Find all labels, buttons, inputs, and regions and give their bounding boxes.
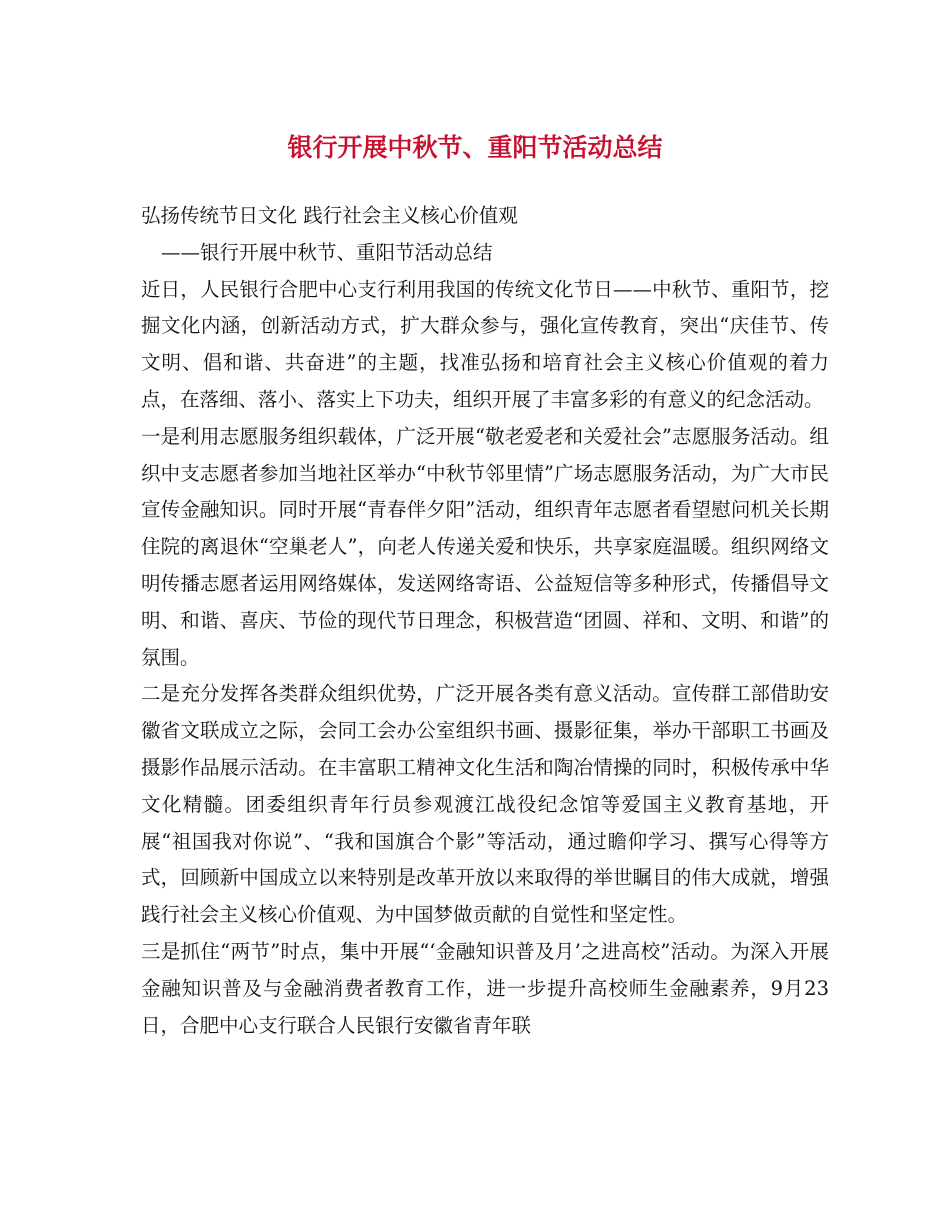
paragraph-first: 一是利用志愿服务组织载体，广泛开展“敬老爱老和关爱社会”志愿服务活动。组织中支志愿者参加当地社区举办“中秋节邻里情”广场志愿服务活动，为广大市民宣传金融知识。同时开展“青春伴夕阳”活动，组织青年志愿者看望慰问机关长期住院的离退休“空巢老人”，向老人传递关爱和快乐，共享家庭温暖。组织网络文明传播志愿者运用网络媒体，发送网络寄语、公益短信等多种形式，传播倡导文明、和谐、喜庆、节俭的现代节日理念，积极营造“团圆、祥和、文明、和谐”的氛围。	[141, 424, 829, 669]
paragraph-third: 三是抓住“两节”时点，集中开展“‘金融知识普及月’之进高校”活动。为深入开展金融知识普及与金融消费者教育工作，进一步提升高校师生金融素养，9月23日，合肥中心支行联合人民银行安徽省青年联	[141, 939, 829, 1037]
subtitle: 弘扬传统节日文化 践行社会主义核心价值观	[141, 204, 518, 227]
document-title: 银行开展中秋节、重阳节活动总结	[287, 133, 663, 162]
subtitle-secondary: ——银行开展中秋节、重阳节活动总结	[161, 240, 493, 264]
paragraph-intro: 近日，人民银行合肥中心支行利用我国的传统文化节日——中秋节、重阳节，挖掘文化内涵，创新活动方式，扩大群众参与，强化宣传教育，突出“庆佳节、传文明、倡和谐、共奋进”的主题，找准弘扬和培育社会主义核心价值观的着力点，在落细、落小、落实上下功夫，组织开展了丰富多彩的有意义的纪念活动。	[141, 277, 829, 411]
document-body	[141, 198, 829, 1044]
paragraph-second: 二是充分发挥各类群众组织优势，广泛开展各类有意义活动。宣传群工部借助安徽省文联成立之际，会同工会办公室组织书画、摄影征集，举办干部职工书画及摄影作品展示活动。在丰富职工精神文化生活和陶冶情操的同时，积极传承中华文化精髓。团委组织青年行员参观渡江战役纪念馆等爱国主义教育基地，开展“祖国我对你说”、“我和国旗合个影”等活动，通过瞻仰学习、撰写心得等方式，回顾新中国成立以来特别是改革开放以来取得的举世瞩目的伟大成就，增强践行社会主义核心价值观、为中国梦做贡献的自觉性和坚定性。	[141, 682, 829, 927]
